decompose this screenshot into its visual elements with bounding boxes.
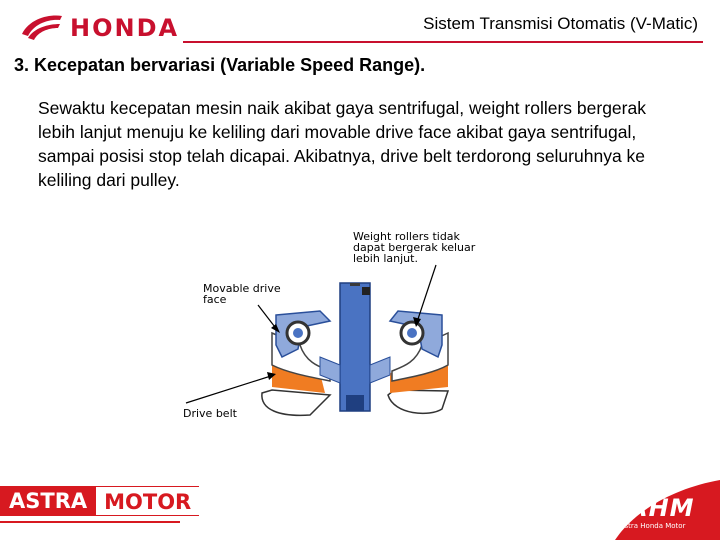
label-drive-belt: Drive belt <box>183 407 237 420</box>
honda-wing-icon <box>20 12 64 42</box>
label-weight-rollers: Weight rollers tidak dapat bergerak keluar lebih lanjut. <box>353 230 476 265</box>
ahm-logo <box>595 480 720 540</box>
astra-motor-logo <box>0 486 199 516</box>
ahm-wordmark: AHM <box>629 494 695 522</box>
label-movable-drive-face: Movable drive face <box>203 282 281 306</box>
motor-wordmark: MOTOR <box>96 486 199 516</box>
honda-wordmark: HONDA <box>70 14 180 42</box>
section-heading: 3. Kecepatan bervariasi (Variable Speed Range). <box>14 55 426 75</box>
page-title: Sistem Transmisi Otomatis (V-Matic) <box>423 14 698 33</box>
honda-logo <box>20 10 180 44</box>
header-divider <box>183 41 703 43</box>
ahm-company-name: PT Astra Honda Motor <box>609 522 686 530</box>
footer-divider <box>0 521 180 523</box>
section-paragraph: Sewaktu kecepatan mesin naik akibat gaya sentrifugal, weight rollers bergerak lebih lanjut menuju ke keliling dari movable drive face akibat gaya sentrifugal, sampai posisi stop telah dicapai. Akibatnya, drive belt terdorong seluruhnya ke keliling dari pulley. <box>38 98 646 190</box>
astra-wordmark: ASTRA <box>0 486 96 516</box>
